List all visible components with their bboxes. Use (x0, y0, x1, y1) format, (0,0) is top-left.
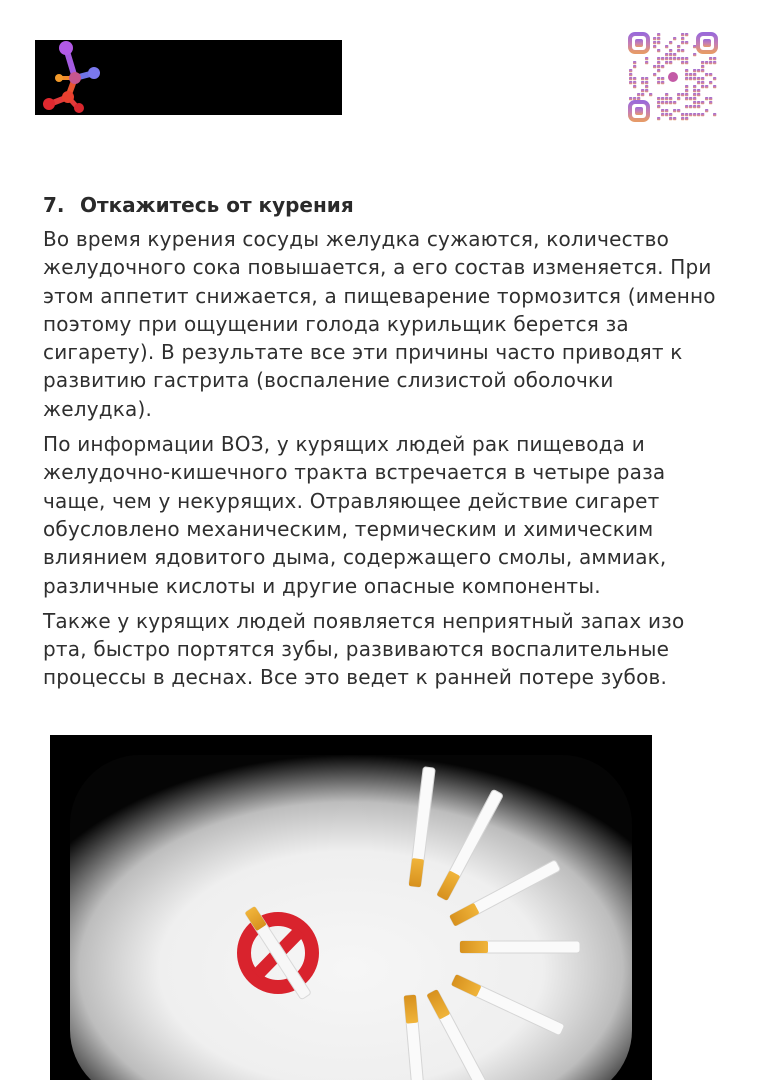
qr-code-icon (627, 31, 719, 123)
molecule-logo-icon (35, 40, 342, 115)
paragraph-who-info: По информации ВОЗ, у курящих людей рак пищевода и желудочно-кишечного тракта встречается в четыре раза чаще, чем у некурящих. Отравляющее действие сигарет обусловлено механическим, термическим и химическим влиянием ядовитого дыма, содержащего смолы, аммиак, различные кислоты и другие опасные компоненты. (43, 432, 667, 598)
section-number: 7. (43, 193, 65, 217)
section-title: Откажитесь от курения (80, 193, 354, 217)
paragraph-teeth: Также у курящих людей появляется неприятный запах изо рта, быстро портятся зубы, развиваются воспалительные процессы в деснах. Все это ведет к ранней потере зубов. (43, 608, 685, 690)
header-logo (35, 40, 342, 115)
paragraph-stomach-vessels: Во время курения сосуды желудка сужаются, количество желудочного сока повышается, а его состав изменяется. При этом аппетит снижается, а пищеварение тормозится (именно поэтому при ощущении голода курильщик берется за сигарету). В результате все эти причины часто приводят к развитию гастрита (воспаление слизистой оболочки желудка). (43, 227, 716, 421)
no-smoking-illustration (50, 735, 652, 1080)
section-heading (43, 192, 723, 218)
article (43, 192, 723, 699)
